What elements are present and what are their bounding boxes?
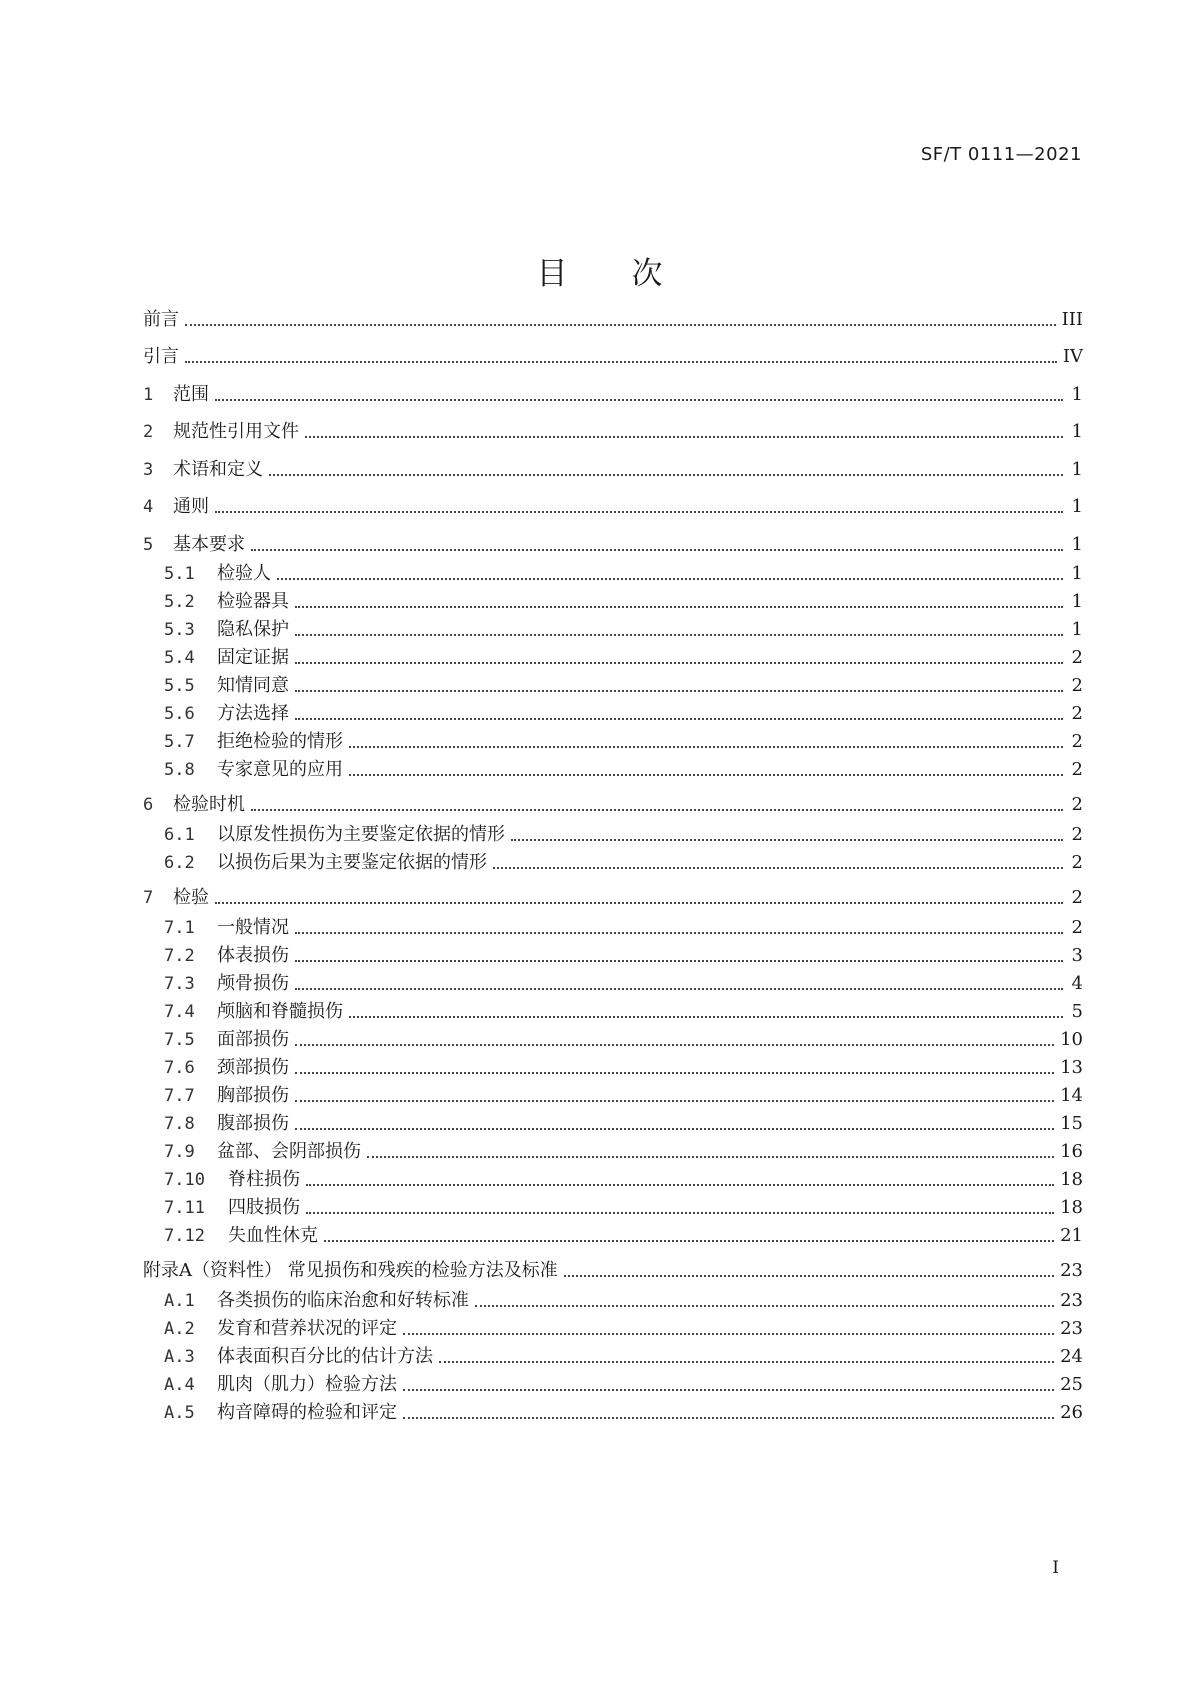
toc-entry-page: 2	[1071, 887, 1083, 908]
toc-entry-label: 检验时机	[173, 794, 245, 815]
dot-leader	[564, 1275, 1054, 1277]
toc-entry-page: 1	[1071, 384, 1083, 405]
dot-leader	[403, 1333, 1054, 1335]
toc-entry-page: 5	[1071, 1001, 1083, 1022]
toc-entry-7-10[interactable]	[164, 1163, 1083, 1191]
toc-entry-7[interactable]	[143, 881, 1083, 909]
toc-entry-page: 13	[1060, 1057, 1083, 1078]
toc-entry-label: 前言	[143, 309, 179, 330]
toc-entry-label: 肌肉（肌力）检验方法	[217, 1374, 397, 1395]
toc-entry-label: 附录A（资料性） 常见损伤和残疾的检验方法及标准	[143, 1260, 558, 1281]
dot-leader	[324, 1240, 1054, 1242]
toc-entry-label: 失血性休克	[228, 1225, 318, 1246]
toc-entry-page: 2	[1071, 794, 1083, 815]
toc-entry-label: 引言	[143, 346, 179, 367]
title-char-2: 次	[631, 256, 663, 292]
toc-entry-7-7[interactable]	[164, 1079, 1083, 1107]
toc-entry-label: 颅脑和脊髓损伤	[217, 1001, 343, 1022]
dot-leader	[295, 960, 1063, 962]
toc-entry-label: 隐私保护	[217, 619, 289, 640]
toc-entry-number: 3	[143, 460, 154, 480]
toc-entry-page: 18	[1060, 1197, 1083, 1218]
toc-entry-number: 4	[143, 497, 154, 517]
dot-leader	[439, 1361, 1054, 1363]
toc-entry-label: 腹部损伤	[217, 1113, 289, 1134]
toc-entry-page: 2	[1071, 675, 1083, 696]
toc-entry-5-1[interactable]	[164, 557, 1083, 585]
toc-entry-number: 6.2	[164, 853, 195, 873]
toc-entry-number: A.5	[164, 1403, 195, 1423]
toc-entry-6[interactable]	[143, 788, 1083, 816]
toc-entry-number: A.4	[164, 1375, 195, 1395]
toc-entry-7-4[interactable]	[164, 995, 1083, 1023]
toc-entry-introduction[interactable]	[143, 340, 1083, 368]
toc-entry-label: 胸部损伤	[217, 1085, 289, 1106]
toc-entry-page: 16	[1060, 1141, 1083, 1162]
dot-leader	[493, 867, 1063, 869]
dot-leader	[295, 1072, 1054, 1074]
dot-leader	[295, 662, 1063, 664]
toc-entry-label: 面部损伤	[217, 1029, 289, 1050]
toc-entry-number: 5.7	[164, 732, 195, 752]
toc-entry-5-4[interactable]	[164, 641, 1083, 669]
toc-entry-page: III	[1061, 309, 1083, 330]
toc-entry-page: 3	[1071, 945, 1083, 966]
toc-entry-3[interactable]	[143, 453, 1083, 481]
toc-entry-page: 2	[1071, 703, 1083, 724]
toc-entry-page: 2	[1071, 759, 1083, 780]
toc-entry-page: 23	[1060, 1260, 1083, 1281]
toc-entry-7-12[interactable]	[164, 1219, 1083, 1247]
toc-entry-page: 2	[1071, 852, 1083, 873]
toc-entry-page: 1	[1071, 421, 1083, 442]
dot-leader	[475, 1305, 1054, 1307]
toc-entry-page: 23	[1060, 1290, 1083, 1311]
toc-entry-label: 知情同意	[217, 675, 289, 696]
toc-entry-page: 10	[1060, 1029, 1083, 1050]
toc-entry-a-5[interactable]	[164, 1396, 1083, 1424]
toc-entry-label: 范围	[173, 384, 209, 405]
toc-entry-label: 专家意见的应用	[217, 759, 343, 780]
toc-entry-label: 检验器具	[217, 591, 289, 612]
toc-entry-label: 方法选择	[217, 703, 289, 724]
toc-entry-a-1[interactable]	[164, 1284, 1083, 1312]
toc-entry-label: 构音障碍的检验和评定	[217, 1402, 397, 1423]
page-number: I	[1052, 1558, 1059, 1578]
dot-leader	[367, 1156, 1054, 1158]
toc-entry-page: IV	[1062, 346, 1083, 367]
toc-entry-number: 2	[143, 422, 154, 442]
toc-entry-2[interactable]	[143, 415, 1083, 443]
dot-leader	[295, 718, 1063, 720]
toc-entry-label: 固定证据	[217, 647, 289, 668]
dot-leader	[215, 399, 1063, 401]
toc-entry-number: 7.8	[164, 1114, 195, 1134]
toc-entry-number: 7.11	[164, 1198, 205, 1218]
toc-entry-page: 26	[1060, 1402, 1083, 1423]
toc-entry-number: 5.5	[164, 676, 195, 696]
dot-leader	[295, 1044, 1054, 1046]
toc-entry-5-8[interactable]	[164, 753, 1083, 781]
toc-entry-number: 7.3	[164, 974, 195, 994]
toc-entry-number: 6	[143, 795, 154, 815]
page-title	[0, 248, 1199, 293]
dot-leader	[295, 1128, 1054, 1130]
toc-entry-6-1[interactable]	[164, 818, 1083, 846]
toc-entry-number: 1	[143, 385, 154, 405]
toc-entry-label: 基本要求	[173, 534, 245, 555]
dot-leader	[305, 436, 1063, 438]
document-code: SF/T 0111—2021	[920, 144, 1082, 165]
toc-entry-page: 23	[1060, 1318, 1083, 1339]
toc-entry-number: A.2	[164, 1319, 195, 1339]
dot-leader	[349, 1016, 1063, 1018]
toc-entry-label: 体表损伤	[217, 945, 289, 966]
toc-entry-label: 规范性引用文件	[173, 421, 299, 442]
toc-entry-label: 脊柱损伤	[228, 1169, 300, 1190]
toc-entry-label: 体表面积百分比的估计方法	[217, 1346, 433, 1367]
toc-entry-number: 7.7	[164, 1086, 195, 1106]
toc-entry-page: 21	[1060, 1225, 1083, 1246]
toc-entry-number: 7.4	[164, 1002, 195, 1022]
dot-leader	[295, 606, 1063, 608]
toc-entry-foreword[interactable]	[143, 303, 1083, 331]
toc-entry-7-11[interactable]	[164, 1191, 1083, 1219]
toc-entry-number: 7.6	[164, 1058, 195, 1078]
toc-entry-label: 发育和营养状况的评定	[217, 1318, 397, 1339]
toc-entry-page: 14	[1060, 1085, 1083, 1106]
toc-entry-label: 四肢损伤	[228, 1197, 300, 1218]
dot-leader	[215, 511, 1063, 513]
toc-entry-6-2[interactable]	[164, 846, 1083, 874]
dot-leader	[251, 809, 1063, 811]
dot-leader	[295, 1100, 1054, 1102]
toc-entry-number: 5.3	[164, 620, 195, 640]
toc-entry-label: 术语和定义	[173, 459, 263, 480]
toc-entry-number: 5.6	[164, 704, 195, 724]
toc-entry-7-2[interactable]	[164, 939, 1083, 967]
dot-leader	[511, 839, 1063, 841]
toc-entry-label: 颅骨损伤	[217, 973, 289, 994]
toc-entry-a-3[interactable]	[164, 1340, 1083, 1368]
toc-entry-number: 5	[143, 535, 154, 555]
dot-leader	[269, 474, 1063, 476]
toc-entry-1[interactable]	[143, 378, 1083, 406]
toc-entry-number: 5.8	[164, 760, 195, 780]
toc-entry-label: 一般情况	[217, 917, 289, 938]
toc-entry-5-3[interactable]	[164, 613, 1083, 641]
toc-entry-label: 通则	[173, 496, 209, 517]
toc-entry-label: 检验	[173, 887, 209, 908]
toc-entry-5-7[interactable]	[164, 725, 1083, 753]
toc-entry-number: 7.2	[164, 946, 195, 966]
toc-entry-number: 7.10	[164, 1170, 205, 1190]
dot-leader	[306, 1212, 1054, 1214]
toc-entry-page: 1	[1071, 534, 1083, 555]
dot-leader	[295, 932, 1063, 934]
toc-entry-7-9[interactable]	[164, 1135, 1083, 1163]
dot-leader	[251, 549, 1063, 551]
dot-leader	[403, 1417, 1054, 1419]
dot-leader	[403, 1389, 1054, 1391]
toc-entry-page: 24	[1060, 1346, 1083, 1367]
toc-entry-number: 5.2	[164, 592, 195, 612]
toc-entry-a-4[interactable]	[164, 1368, 1083, 1396]
toc-entry-label: 以原发性损伤为主要鉴定依据的情形	[217, 824, 505, 845]
toc-entry-page: 2	[1071, 731, 1083, 752]
toc-entry-page: 1	[1071, 619, 1083, 640]
toc-entry-page: 1	[1071, 563, 1083, 584]
toc-entry-number: 7.5	[164, 1030, 195, 1050]
dot-leader	[185, 324, 1056, 326]
toc-entry-label: 颈部损伤	[217, 1057, 289, 1078]
toc-entry-7-6[interactable]	[164, 1051, 1083, 1079]
toc-entry-5[interactable]	[143, 528, 1083, 556]
toc-entry-page: 18	[1060, 1169, 1083, 1190]
toc-entry-page: 2	[1071, 647, 1083, 668]
toc-entry-page: 2	[1071, 824, 1083, 845]
toc-entry-a-2[interactable]	[164, 1312, 1083, 1340]
dot-leader	[349, 746, 1063, 748]
toc-entry-label: 拒绝检验的情形	[217, 731, 343, 752]
toc-entry-5-2[interactable]	[164, 585, 1083, 613]
dot-leader	[295, 634, 1063, 636]
toc-entry-number: 7.1	[164, 918, 195, 938]
toc-entry-page: 1	[1071, 591, 1083, 612]
toc-entry-7-1[interactable]	[164, 911, 1083, 939]
toc-entry-7-3[interactable]	[164, 967, 1083, 995]
dot-leader	[349, 774, 1063, 776]
toc-entry-page: 25	[1060, 1374, 1083, 1395]
dot-leader	[295, 690, 1063, 692]
toc-entry-page: 2	[1071, 917, 1083, 938]
toc-entry-number: 5.4	[164, 648, 195, 668]
toc-entry-number: 5.1	[164, 564, 195, 584]
toc-entry-page: 1	[1071, 459, 1083, 480]
toc-entry-page: 15	[1060, 1113, 1083, 1134]
toc-entry-label: 盆部、会阴部损伤	[217, 1141, 361, 1162]
toc-entry-7-8[interactable]	[164, 1107, 1083, 1135]
toc-entry-5-5[interactable]	[164, 669, 1083, 697]
dot-leader	[295, 988, 1063, 990]
toc-entry-5-6[interactable]	[164, 697, 1083, 725]
dot-leader	[306, 1184, 1054, 1186]
toc-entry-appendix-a[interactable]	[143, 1254, 1083, 1282]
toc-entry-label: 以损伤后果为主要鉴定依据的情形	[217, 852, 487, 873]
toc-entry-page: 1	[1071, 496, 1083, 517]
dot-leader	[185, 361, 1057, 363]
toc-entry-7-5[interactable]	[164, 1023, 1083, 1051]
toc-entry-label: 检验人	[217, 563, 271, 584]
toc-entry-number: A.3	[164, 1347, 195, 1367]
toc-entry-number: 6.1	[164, 825, 195, 845]
toc-entry-4[interactable]	[143, 490, 1083, 518]
title-char-1: 目	[536, 256, 568, 292]
toc-entry-label: 各类损伤的临床治愈和好转标准	[217, 1290, 469, 1311]
toc-entry-page: 4	[1071, 973, 1083, 994]
toc-entry-number: 7	[143, 888, 154, 908]
toc-entry-number: 7.9	[164, 1142, 195, 1162]
dot-leader	[277, 578, 1063, 580]
dot-leader	[215, 902, 1063, 904]
toc-entry-number: A.1	[164, 1291, 195, 1311]
toc-entry-number: 7.12	[164, 1226, 205, 1246]
